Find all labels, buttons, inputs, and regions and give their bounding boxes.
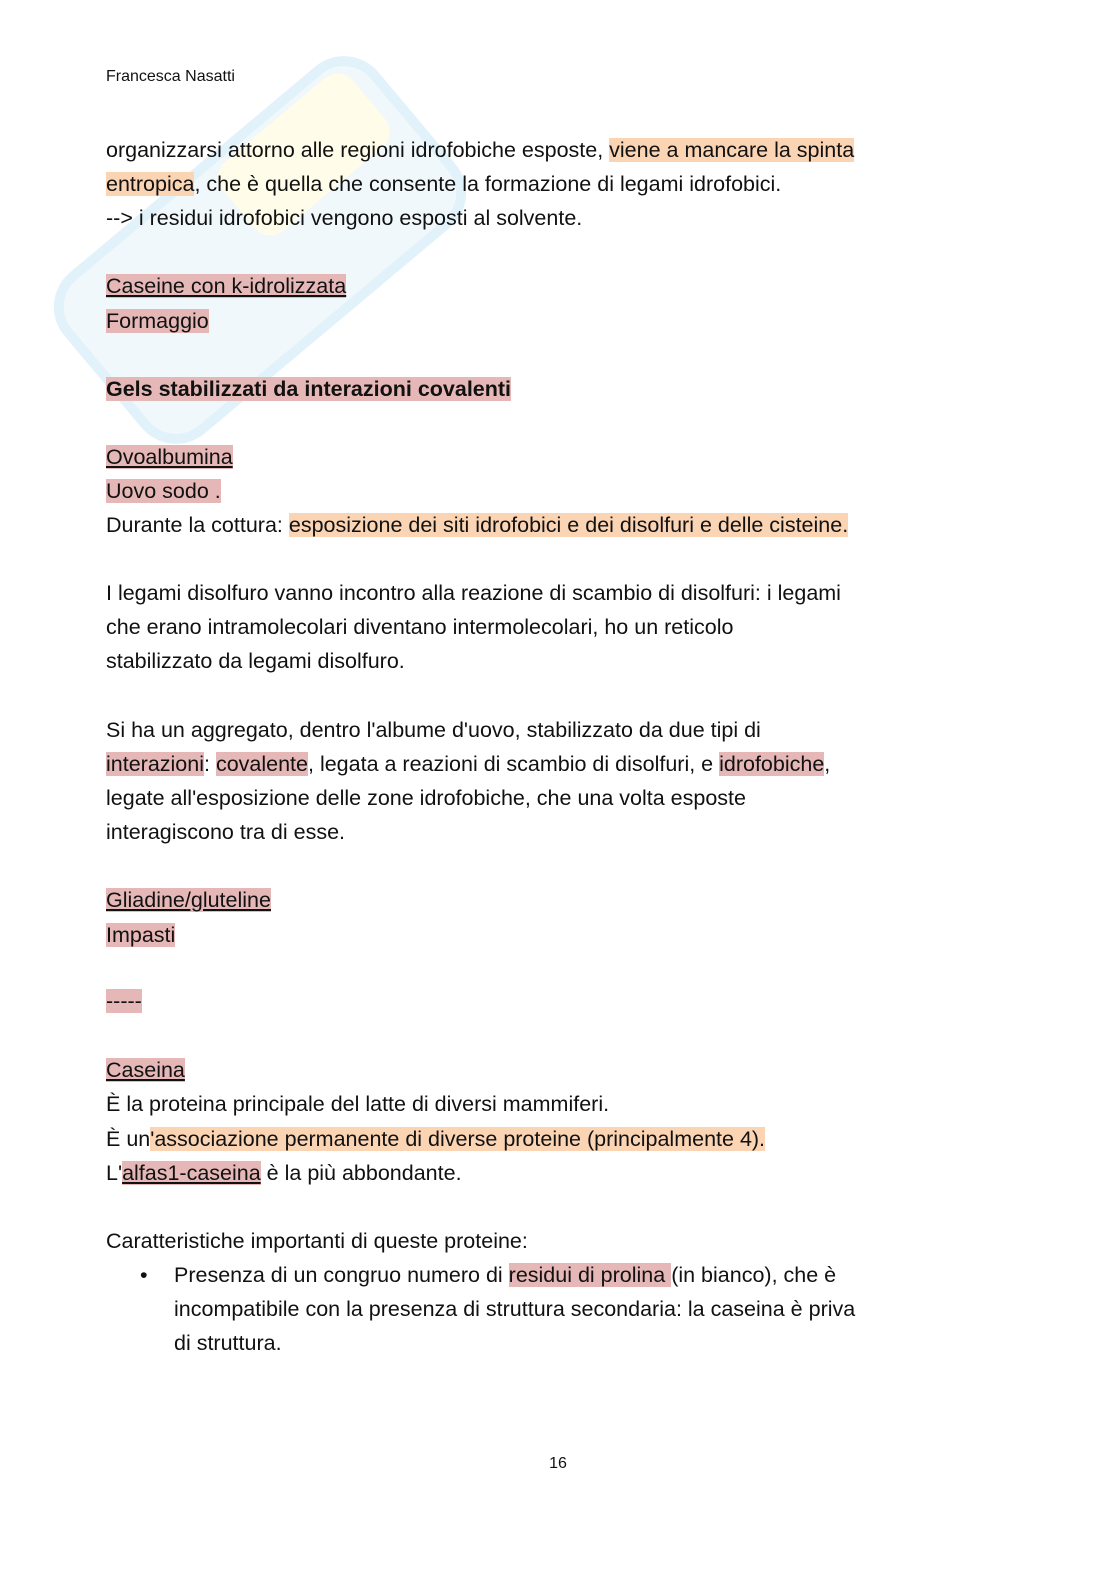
text-line — [106, 306, 209, 336]
highlighted-text: Caseina — [106, 1058, 185, 1082]
text-line — [106, 1158, 462, 1188]
text-segment: Si ha un aggregato, dentro l'albume d'uovo, stabilizzato da due tipi di — [106, 718, 761, 742]
text-line — [106, 986, 142, 1016]
highlighted-text: alfas1-caseina — [122, 1161, 261, 1185]
text-line — [106, 749, 830, 779]
text-segment: , che è quella che consente la formazione di legami idrofobici. — [194, 172, 782, 196]
text-segment: L' — [106, 1161, 123, 1185]
text-segment: di struttura. — [174, 1331, 282, 1355]
text-line — [106, 442, 233, 472]
text-segment: , legata a reazioni di scambio di disolfuri, e — [308, 752, 720, 776]
text-segment: : — [204, 752, 216, 776]
text-line — [106, 169, 781, 199]
highlighted-text: entropica — [106, 172, 195, 196]
text-line — [106, 1226, 528, 1256]
highlighted-text: Caseine con k-idrolizzata — [106, 274, 347, 298]
text-segment: Durante la cottura: — [106, 513, 289, 537]
text-line — [106, 135, 854, 165]
highlighted-text: residui di prolina — [508, 1263, 672, 1287]
text-line — [106, 783, 746, 813]
text-line — [106, 920, 175, 950]
text-line — [106, 374, 511, 404]
text-segment: --> i residui idrofobici vengono esposti al solvente. — [106, 206, 583, 230]
highlighted-text: Gliadine/gluteline — [106, 888, 271, 912]
text-line — [106, 476, 221, 506]
text-line — [106, 1124, 765, 1154]
text-line — [106, 510, 848, 540]
text-segment: Presenza di un congruo numero di — [174, 1263, 509, 1287]
text-line — [174, 1328, 282, 1358]
text-segment: (in bianco), che è — [671, 1263, 837, 1287]
text-segment: legate all'esposizione delle zone idrofobiche, che una volta esposte — [106, 786, 746, 810]
text-line — [106, 271, 346, 301]
text-line — [106, 203, 582, 233]
highlighted-text: interazioni — [106, 752, 204, 776]
highlighted-text: idrofobiche — [719, 752, 825, 776]
highlighted-text: Formaggio — [106, 309, 209, 333]
highlighted-text: Impasti — [106, 923, 176, 947]
text-line — [174, 1294, 855, 1324]
bullet-marker: • — [140, 1263, 148, 1287]
text-segment: organizzarsi attorno alle regioni idrofobiche esposte, — [106, 138, 610, 162]
text-segment: stabilizzato da legami disolfuro. — [106, 649, 405, 673]
header-author: Francesca Nasatti — [106, 68, 235, 85]
text-line — [174, 1260, 836, 1290]
highlighted-text: Ovoalbumina — [106, 445, 233, 469]
text-line — [106, 578, 841, 608]
highlighted-text: Uovo sodo . — [106, 479, 221, 503]
text-line — [106, 1055, 185, 1085]
text-line — [106, 885, 271, 915]
highlighted-text: covalente — [215, 752, 308, 776]
text-line — [106, 715, 761, 745]
text-segment: È un — [106, 1127, 151, 1151]
highlighted-text: viene a mancare la spinta — [609, 138, 855, 162]
highlighted-text: Gels stabilizzati da interazioni covalenti — [106, 377, 512, 401]
highlighted-text: ----- — [106, 989, 142, 1013]
text-line — [106, 646, 405, 676]
page-number: 16 — [549, 1455, 567, 1472]
text-line — [106, 817, 345, 847]
text-segment: incompatibile con la presenza di struttura secondaria: la caseina è priva — [174, 1297, 856, 1321]
text-segment: che erano intramolecolari diventano intermolecolari, ho un reticolo — [106, 615, 734, 639]
text-segment: interagiscono tra di esse. — [106, 820, 346, 844]
text-segment: Caratteristiche importanti di queste proteine: — [106, 1229, 528, 1253]
highlighted-text: esposizione dei siti idrofobici e dei disolfuri e delle cisteine. — [288, 513, 849, 537]
text-segment: è la più abbondante. — [260, 1161, 462, 1185]
text-segment: , — [824, 752, 831, 776]
text-line — [106, 1089, 609, 1119]
text-line — [106, 612, 733, 642]
highlighted-text: 'associazione permanente di diverse proteine (principalmente 4). — [150, 1127, 766, 1151]
text-segment: I legami disolfuro vanno incontro alla reazione di scambio di disolfuri: i legami — [106, 581, 841, 605]
text-segment: È la proteina principale del latte di diversi mammiferi. — [106, 1092, 610, 1116]
